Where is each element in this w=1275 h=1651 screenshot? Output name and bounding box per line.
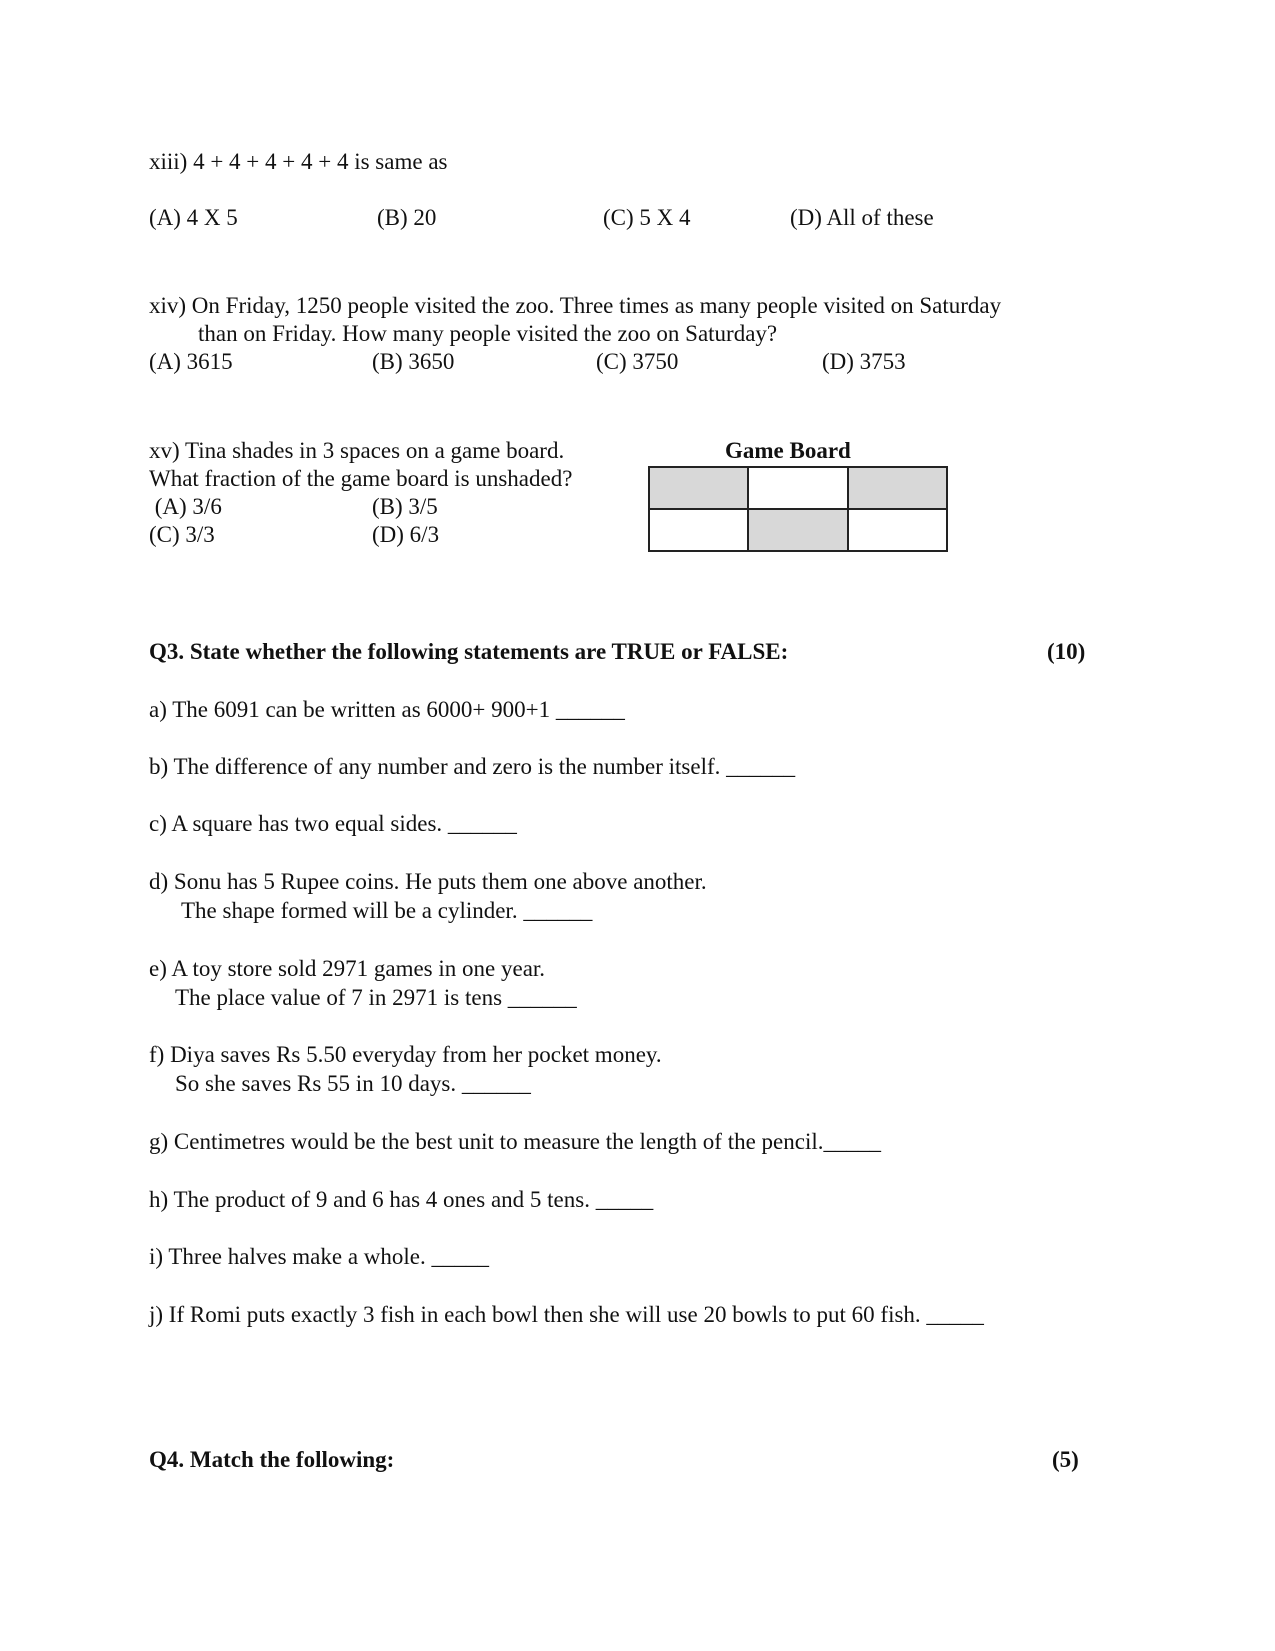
q3-statement-f-line-2: So she saves Rs 55 in 10 days. ______ <box>175 1071 531 1096</box>
game-board <box>648 466 948 552</box>
question-14-option-b: (B) 3650 <box>372 349 455 374</box>
question-15-option-a: (A) 3/6 <box>149 494 222 519</box>
question-14-option-c: (C) 3750 <box>596 349 679 374</box>
q3-statement-e-line-2: The place value of 7 in 2971 is tens ______ <box>175 985 577 1010</box>
q3-statement-a: a) The 6091 can be written as 6000+ 900+1 ______ <box>149 697 625 722</box>
game-board-cell <box>848 467 947 509</box>
question-13-option-d: (D) All of these <box>790 205 934 230</box>
q3-statement-b: b) The difference of any number and zero is the number itself. ______ <box>149 754 796 779</box>
game-board-cell <box>649 467 748 509</box>
question-14-option-d: (D) 3753 <box>822 349 906 374</box>
q3-statement-f-line-1: f) Diya saves Rs 5.50 everyday from her pocket money. <box>149 1042 662 1067</box>
game-board-cell <box>748 509 847 551</box>
question-13-option-b: (B) 20 <box>377 205 437 230</box>
question-13-option-c: (C) 5 X 4 <box>603 205 691 230</box>
q3-statement-h: h) The product of 9 and 6 has 4 ones and 5 tens. _____ <box>149 1187 654 1212</box>
q3-statement-d-line-2: The shape formed will be a cylinder. ______ <box>181 898 593 923</box>
q3-statement-d-line-1: d) Sonu has 5 Rupee coins. He puts them one above another. <box>149 869 707 894</box>
game-board-cell <box>748 467 847 509</box>
q4-heading: Q4. Match the following: <box>149 1447 395 1472</box>
q3-marks: (10) <box>1047 639 1086 664</box>
game-board-cell <box>848 509 947 551</box>
question-15-option-c: (C) 3/3 <box>149 522 215 547</box>
question-14-line-2: than on Friday. How many people visited the zoo on Saturday? <box>198 321 778 346</box>
q3-statement-c: c) A square has two equal sides. ______ <box>149 811 517 836</box>
question-13-option-a: (A) 4 X 5 <box>149 205 238 230</box>
question-15-option-d: (D) 6/3 <box>372 522 440 547</box>
question-15-line-2: What fraction of the game board is unshaded? <box>149 466 573 491</box>
question-13-text: xiii) 4 + 4 + 4 + 4 + 4 is same as <box>149 149 448 174</box>
q3-heading: Q3. State whether the following statements are TRUE or FALSE: <box>149 639 789 664</box>
q3-statement-g: g) Centimetres would be the best unit to measure the length of the pencil._____ <box>149 1129 881 1154</box>
q3-statement-j: j) If Romi puts exactly 3 fish in each bowl then she will use 20 bowls to put 60 fish. _____ <box>149 1302 984 1327</box>
question-15-line-1: xv) Tina shades in 3 spaces on a game board. <box>149 438 565 463</box>
game-board-cell <box>649 509 748 551</box>
question-14-line-1: xiv) On Friday, 1250 people visited the zoo. Three times as many people visited on Saturday <box>149 293 1002 318</box>
game-board-title: Game Board <box>725 438 851 463</box>
q4-marks: (5) <box>1052 1447 1079 1472</box>
q3-statement-e-line-1: e) A toy store sold 2971 games in one year. <box>149 956 546 981</box>
q3-statement-i: i) Three halves make a whole. _____ <box>149 1244 489 1269</box>
question-14-option-a: (A) 3615 <box>149 349 233 374</box>
question-15-option-b: (B) 3/5 <box>372 494 438 519</box>
